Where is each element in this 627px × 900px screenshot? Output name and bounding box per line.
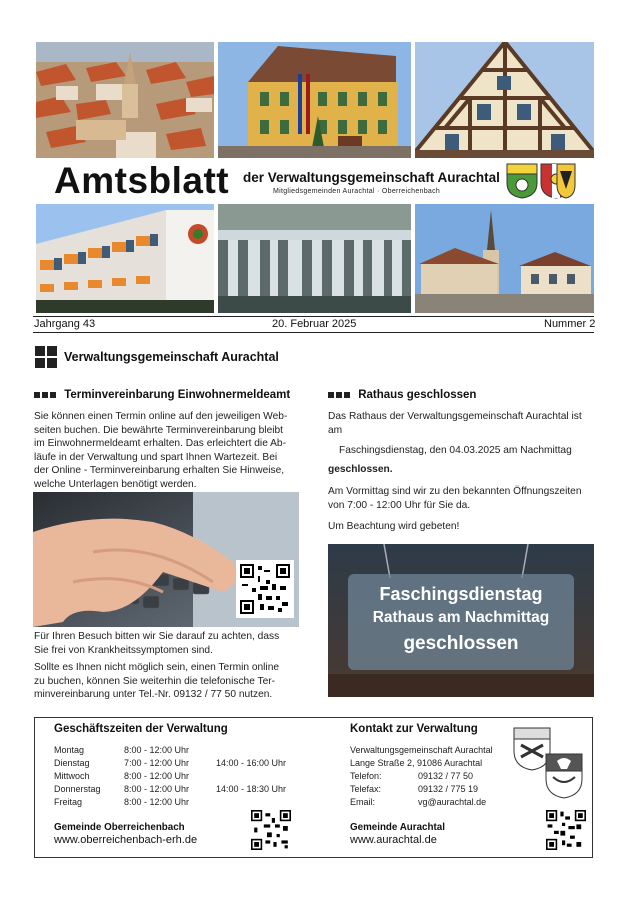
right-line-1: Das Rathaus der Verwaltungsgemeinschaft Aurachtal ist [328, 411, 582, 422]
photo-yellow-rathaus [218, 42, 411, 158]
banner-line-2: Rathaus am Nachmittag [372, 609, 550, 626]
right-line-2: am [328, 425, 343, 436]
contact-address: Lange Straße 2, 91086 Aurachtal [350, 758, 483, 768]
contact-phone-label: Telefon: [350, 771, 382, 781]
contact-title: Kontakt zur Verwaltung [350, 723, 478, 735]
right-article-heading [328, 389, 476, 401]
qr-code-icon [236, 560, 294, 618]
gemeinde-oberreichenbach-url[interactable]: www.oberreichenbach-erh.de [54, 834, 198, 846]
left-para-3: Sollte es Ihnen nicht möglich sein, einen Termin online zu buchen, können Sie weiterhin die telefonische Ter- minvereinbarung unter Tel.-Nr. 09132 / 77 50 nutzen. [34, 662, 280, 701]
contact-fax-label: Telefax: [350, 784, 382, 794]
issue-volume: Jahrgang 43 [34, 318, 96, 330]
right-heading-text: Rathaus geschlossen [358, 389, 477, 401]
issue-rule-top [33, 316, 594, 317]
coat-of-arms-icon [506, 163, 538, 204]
left-para-2: Für Ihren Besuch bitten wir Sie darauf zu achten, dass Sie frei von Krankheitssymptomen sind. [34, 631, 280, 656]
right-line-7: Um Beachtung wird gebeten! [328, 521, 460, 532]
masthead-title: Amtsblatt [54, 160, 230, 201]
left-para-1: Sie können einen Termin online auf den jeweiligen Web- seiten buchen. Die bewährte Terminvereinbarung bleibt im Einwohnermeldeamt erhalten. Das erleichtert die Ab- läufe in der Verwaltung und spart Ihnen Wartezeit. Bei der Online - Terminvereinbarung erhalten Sie Hinweise, welche Unterlagen benötigt werden. [34, 411, 288, 490]
left-heading-text: Terminvereinbarung Einwohnermeldeamt [64, 389, 291, 401]
photo-timber-house [415, 42, 594, 158]
masthead-subtitle: der Verwaltungsgemeinschaft Aurachtal [243, 170, 500, 185]
right-line-3: Faschingsdienstag, den 04.03.2025 am Nachmittag [339, 445, 572, 456]
banner-line-3: geschlossen [403, 633, 519, 654]
section-grid-icon [35, 346, 57, 368]
heading-squares-icon [34, 392, 40, 398]
gemeinde-aurachtal-url[interactable]: www.aurachtal.de [350, 834, 437, 846]
right-line-4: geschlossen. [328, 464, 393, 475]
contact-fax: 09132 / 775 19 [418, 784, 479, 794]
photo-church [415, 204, 594, 313]
contact-email[interactable]: vg@aurachtal.de [418, 797, 487, 807]
gemeinde-oberreichenbach-name: Gemeinde Oberreichenbach [54, 822, 185, 833]
photo-waterfall [218, 204, 411, 313]
photo-town-aerial [36, 42, 214, 158]
heading-squares-icon [328, 392, 334, 398]
issue-date: 20. Februar 2025 [272, 318, 357, 330]
contact-name: Verwaltungsgemeinschaft Aurachtal [350, 745, 493, 755]
qr-code-icon [546, 810, 586, 850]
photo-school-building [36, 204, 214, 313]
issue-rule-bottom [33, 332, 594, 333]
hours-title: Geschäftszeiten der Verwaltung [54, 723, 228, 735]
banner-line-1: Faschingsdienstag [379, 584, 543, 604]
coat-of-arms-icon [556, 163, 576, 204]
gemeinde-aurachtal-name: Gemeinde Aurachtal [350, 822, 445, 833]
issue-number: Nummer 2 [544, 318, 596, 330]
masthead-members: Mitgliedsgemeinden Aurachtal · Oberreichenbach [273, 188, 441, 195]
contact-email-label: Email: [350, 797, 376, 807]
coat-of-arms-icon [545, 753, 583, 804]
left-article-heading [34, 389, 290, 401]
qr-code-icon [251, 810, 291, 850]
right-line-6: von 7:00 - 12:00 Uhr für Sie da. [328, 500, 471, 511]
contact-phone: 09132 / 77 50 [418, 771, 474, 781]
section-title: Verwaltungsgemeinschaft Aurachtal [64, 350, 279, 364]
right-line-5: Am Vormittag sind wir zu den bekannten Öffnungszeiten [328, 486, 582, 497]
